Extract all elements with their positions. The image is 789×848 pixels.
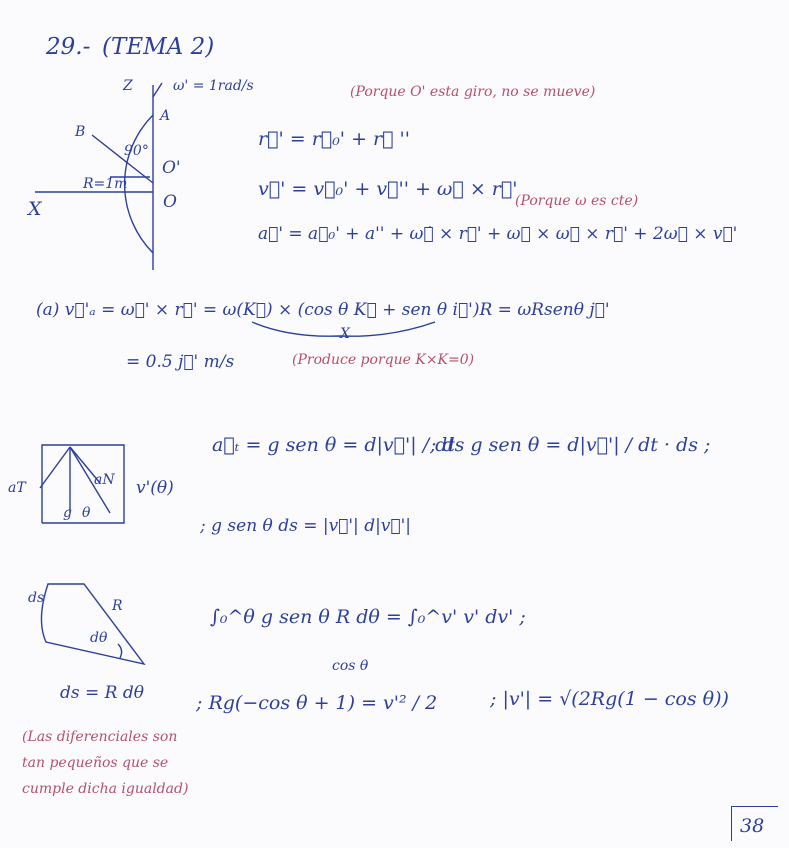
omega-label: ω' = 1rad/s xyxy=(173,78,254,94)
energy-differential: ; g sen θ ds = |v⃗'| d|v⃗'| xyxy=(200,516,412,536)
velocity-equation: v⃗' = v⃗₀' + v⃗'' + ω⃗ × r⃗' xyxy=(258,178,518,200)
z-axis-label: Z xyxy=(123,78,133,94)
position-equation: r⃗' = r⃗₀' + r⃗ '' xyxy=(258,128,410,150)
angle-label: 90° xyxy=(124,143,149,159)
gravity-label: g xyxy=(63,505,72,521)
cos-theta-note: cos θ xyxy=(332,658,369,674)
x-axis-label: X xyxy=(28,198,42,220)
velocity-theta-label: v'(θ) xyxy=(136,478,174,498)
velocity-result: = 0.5 j⃗' m/s xyxy=(126,352,235,372)
normal-acc-label: aN xyxy=(94,472,115,488)
speed-result: ; |v'| = √(2Rg(1 − cos θ)) xyxy=(490,688,729,710)
note-omega-constant: (Porque ω es cte) xyxy=(515,193,639,209)
arc xyxy=(125,115,153,253)
o-label: O xyxy=(163,192,177,212)
note-origin-fixed: (Porque O' esta giro, no se mueve) xyxy=(350,84,596,100)
sector-caption: ds = R dθ xyxy=(60,683,144,703)
dtheta-label: dθ xyxy=(90,630,108,646)
energy-result: ; Rg(−cos θ + 1) = v'² / 2 xyxy=(196,692,438,714)
page-number: 38 xyxy=(740,815,765,837)
omega-arrow xyxy=(153,83,162,97)
problem-number: 29.- xyxy=(46,34,91,60)
theta-label: θ xyxy=(82,505,91,521)
problem-topic: (TEMA 2) xyxy=(102,34,215,60)
radius-label: R=1m xyxy=(83,176,128,192)
o-prime-label: O' xyxy=(162,158,181,178)
part-a-equation: (a) v⃗'ₐ = ω⃗' × r⃗' = ω(K⃗) × (cos θ K⃗ + sen θ i⃗')R = ωRsenθ j⃗' xyxy=(36,300,610,320)
cross-mark: X xyxy=(340,326,350,342)
sector-radius-label: R xyxy=(112,598,123,614)
point-a-label: A xyxy=(160,108,171,124)
point-b-label: B xyxy=(75,124,86,140)
integral-equation: ∫₀^θ g sen θ R dθ = ∫₀^v' v' dv' ; xyxy=(210,606,526,628)
ds-label: ds xyxy=(28,590,45,606)
acceleration-equation: a⃗' = a⃗₀' + a'' + ω⃗̇ × r⃗' + ω⃗ × ω⃗ × r⃗' + 2ω⃗ × v⃗' xyxy=(258,224,738,244)
sector-figure xyxy=(36,580,156,670)
tangential-equation: a⃗ₜ = g sen θ = d|v⃗'| / dt xyxy=(212,434,455,456)
tangential-acc-label: aT xyxy=(8,480,26,496)
ds-equation: ; ds g sen θ = d|v⃗'| / dt · ds ; xyxy=(430,434,711,456)
note-differentials: (Las diferenciales son tan pequeños que se cumple dicha igualdad) xyxy=(22,729,189,797)
note-cross-zero: (Produce porque K×K=0) xyxy=(292,352,475,368)
